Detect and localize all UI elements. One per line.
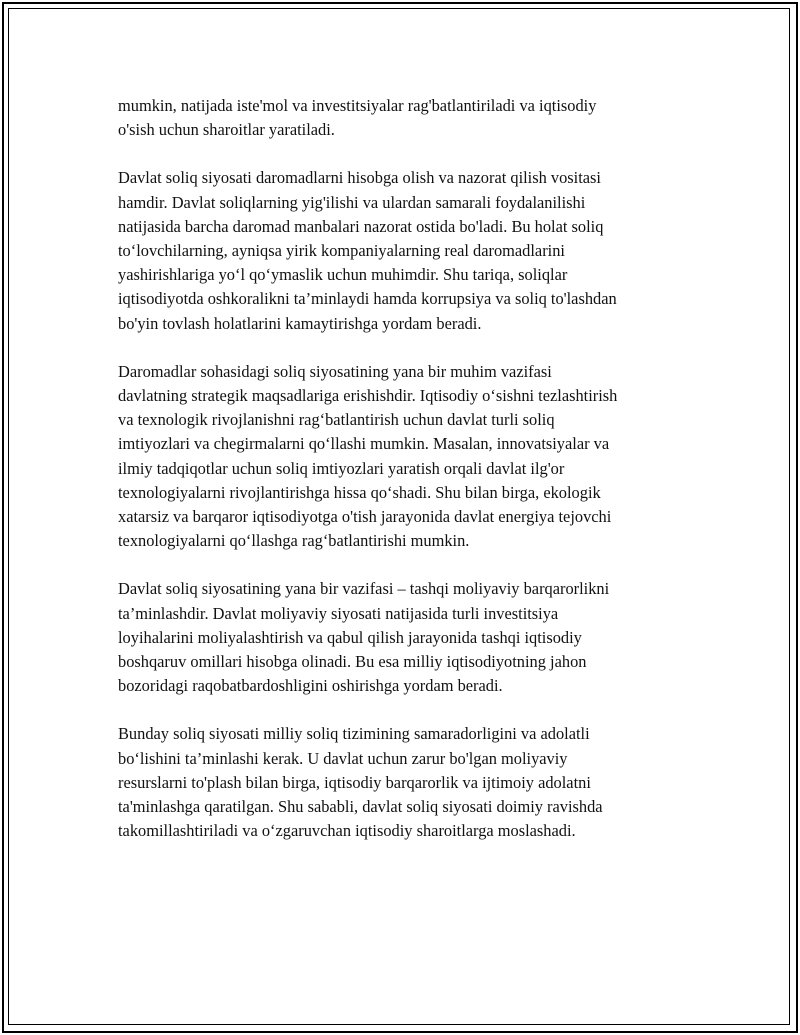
paragraph-2: Davlat soliq siyosati daromadlarni hisobga olish va nazorat qilish vositasi hamdir. Davlat soliqlarning yig'ilishi va ulardan samarali foydalanilishi natijasida barcha daromad manbalari nazorat ostida bo'ladi. Bu holat soliq to‘lovchilarning, ayniqsa yirik kompaniyalarning real daromadlarini yashirishlariga yo‘l qo‘ymaslik uchun muhimdir. Shu tariqa, soliqlar iqtisodiyotda oshkoralikni ta’minlaydi hamda korrupsiya va soliq to'lashdan bo'yin tovlash holatlarini kamaytirishga yordam beradi. [118,168,617,333]
paragraph-4: Davlat soliq siyosatining yana bir vazifasi – tashqi moliyaviy barqarorlikni ta’minlashdir. Davlat moliyaviy siyosati natijasida turli investitsiya loyihalarini moliyalashtirish va qabul qilish jarayonida tashqi iqtisodiy boshqaruv omillari hisobga olinadi. Bu esa milliy iqtisodiyotning jahon bozoridagi raqobatbardoshligini oshirishga yordam beradi. [118,579,610,696]
document-body [118,94,688,867]
paragraph-1: mumkin, natijada iste'mol va investitsiyalar rag'batlantiriladi va iqtisodiy o'sish uchun sharoitlar yaratiladi. [118,96,597,140]
paragraph-5: Bunday soliq siyosati milliy soliq tizimining samaradorligini va adolatli bo‘lishini ta’minlashi kerak. U davlat uchun zarur bo'lgan moliyaviy resurslarni to'plash bilan birga, iqtisodiy barqarorlik va ijtimoiy adolatni ta'minlashga qaratilgan. Shu sababli, davlat soliq siyosati doimiy ravishda takomillashtiriladi va o‘zgaruvchan iqtisodiy sharoitlarga moslashadi. [118,724,603,841]
paragraph-3: Daromadlar sohasidagi soliq siyosatining yana bir muhim vazifasi davlatning strategik maqsadlariga erishishdir. Iqtisodiy o‘sishni tezlashtirish va texnologik rivojlanishni rag‘batlantirish uchun davlat turli soliq imtiyozlari va chegirmalarni qo‘llashi mumkin. Masalan, innovatsiyalar va ilmiy tadqiqotlar uchun soliq imtiyozlari yaratish orqali davlat ilg'or texnologiyalarni rivojlantirishga hissa qo‘shadi. Shu bilan birga, ekologik xatarsiz va barqaror iqtisodiyotga o'tish jarayonida davlat energiya tejovchi texnologiyalarni qo‘llashga rag‘batlantirishi mumkin. [118,361,618,551]
